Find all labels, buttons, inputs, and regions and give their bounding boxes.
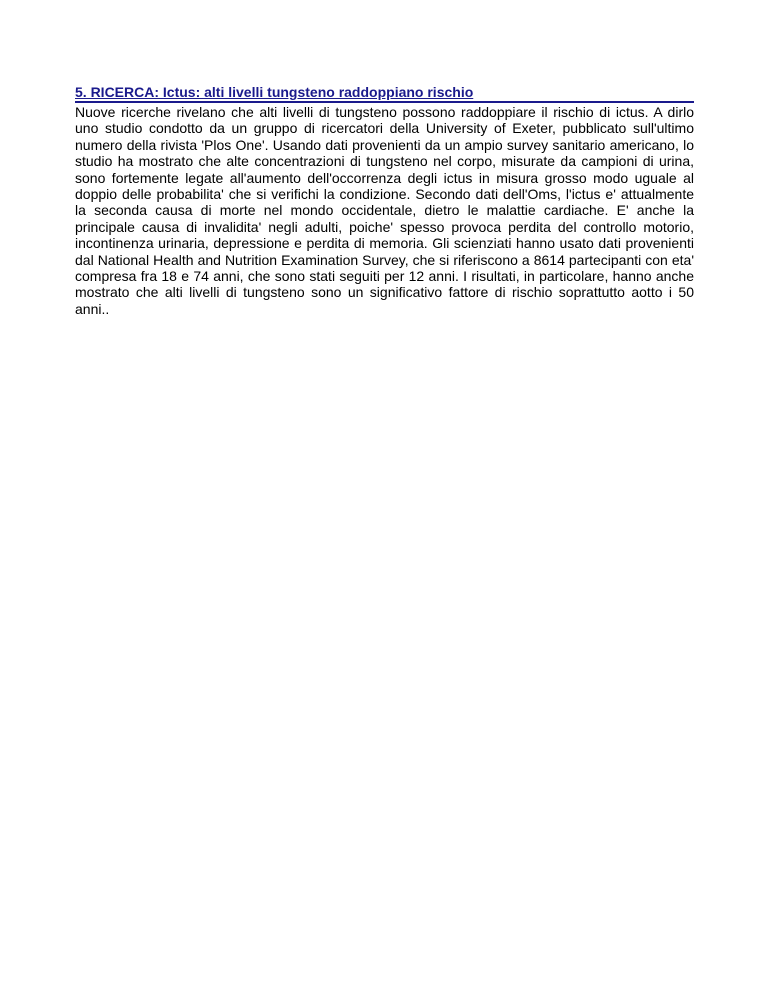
article-headline: 5. RICERCA: Ictus: alti livelli tungsteno raddoppiano rischio — [75, 84, 694, 103]
news-article — [75, 84, 694, 317]
article-body: Nuove ricerche rivelano che alti livelli di tungsteno possono raddoppiare il rischio di ictus. A dirlo uno studio condotto da un gruppo di ricercatori della University of Exeter, pubblicato sull'ultimo numero della rivista 'Plos One'. Usando dati provenienti da un ampio survey sanitario americano, lo studio ha mostrato che alte concentrazioni di tungsteno nel corpo, misurate da campioni di urina, sono fortemente legate all'aumento dell'occorrenza degli ictus in misura grosso modo uguale al doppio delle probabilita' che si verifichi la condizione. Secondo dati dell'Oms, l'ictus e' attualmente la seconda causa di morte nel mondo occidentale, dietro le malattie cardiache. E' anche la principale causa di invalidita' negli adulti, poiche' spesso provoca perdita del controllo motorio, incontinenza urinaria, depressione e perdita di memoria. Gli scienziati hanno usato dati provenienti dal National Health and Nutrition Examination Survey, che si riferiscono a 8614 partecipanti con eta' compresa fra 18 e 74 anni, che sono stati seguiti per 12 anni. I risultati, in particolare, hanno anche mostrato che alti livelli di tungsteno sono un significativo fattore di rischio soprattutto aotto i 50 anni.. — [75, 104, 694, 317]
